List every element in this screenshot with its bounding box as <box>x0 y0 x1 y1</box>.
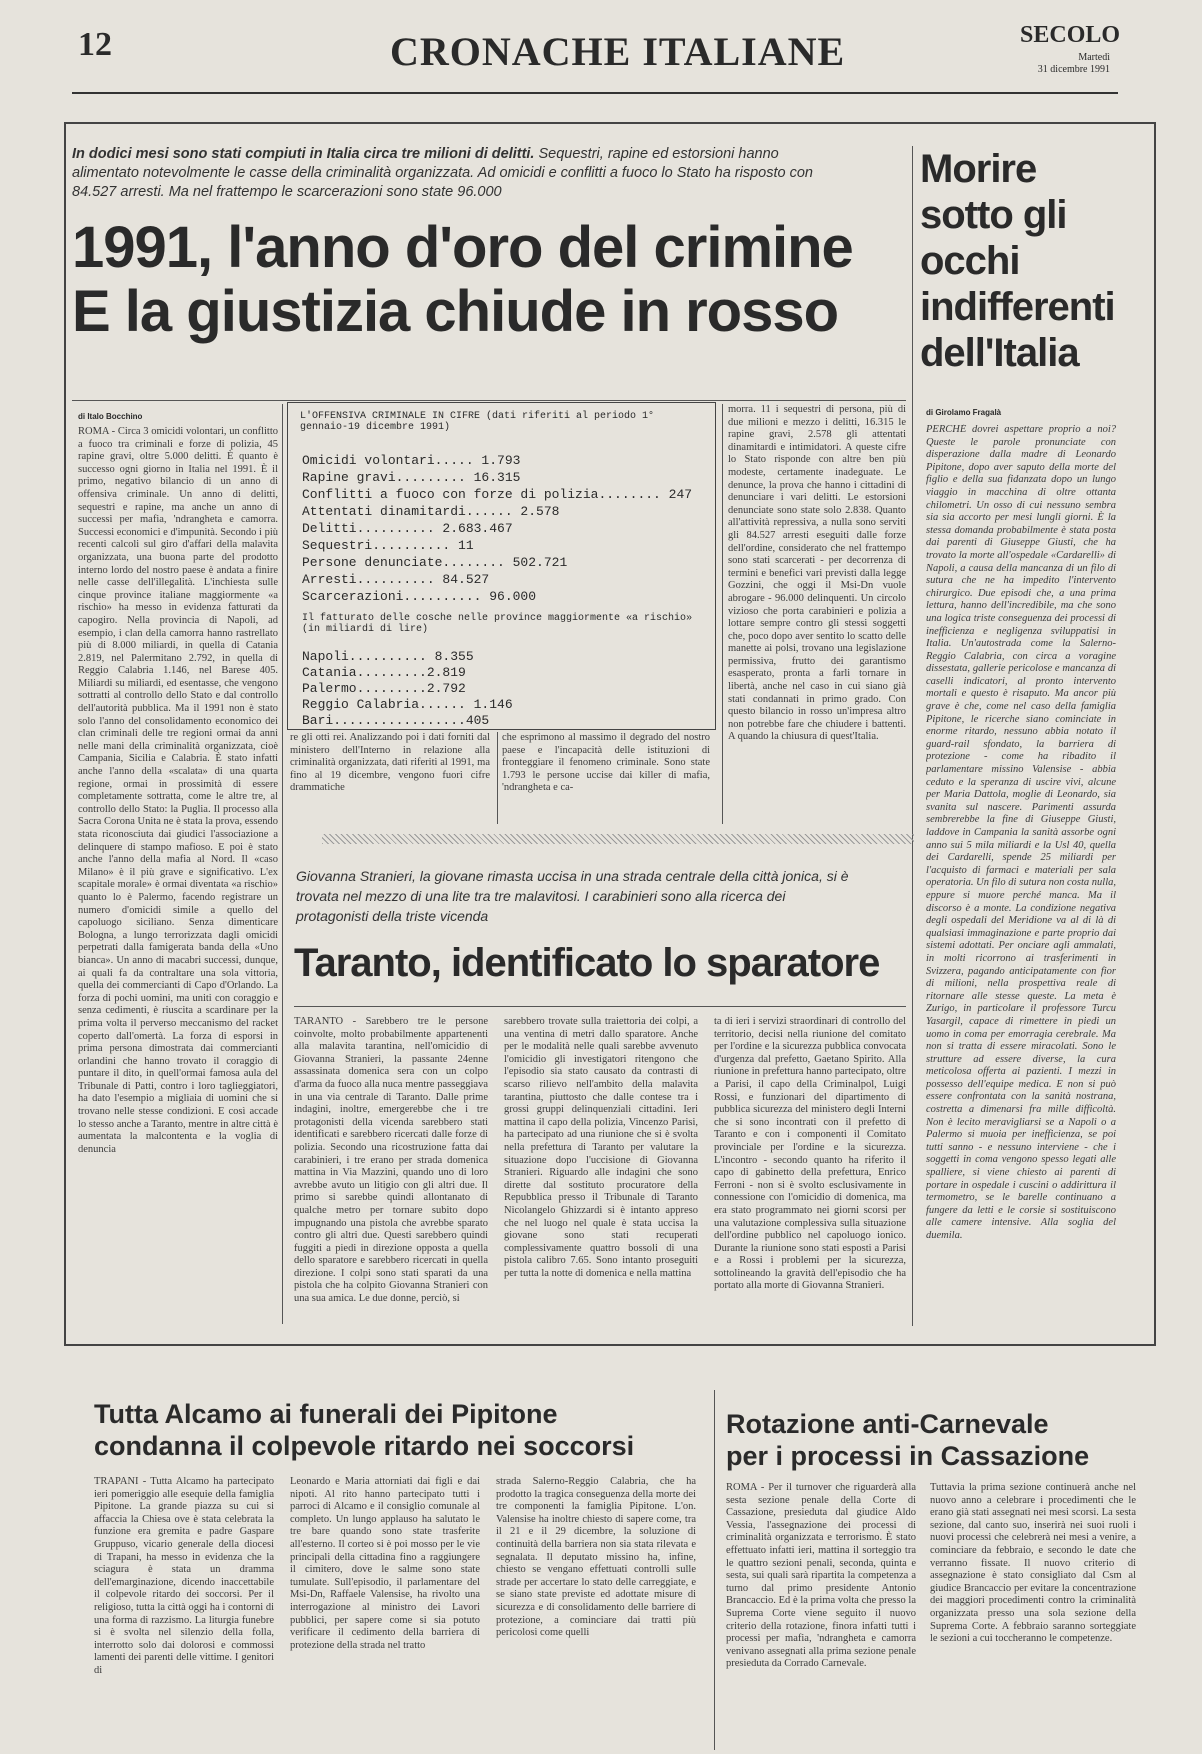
section-title: CRONACHE ITALIANE <box>390 29 846 74</box>
side-column-rule <box>912 146 913 1326</box>
taranto-col-1: TARANTO - Sarebbero tre le persone coinvolte, molto probabilmente appartenenti alla malavita tarantina, nell'omicidio di Giovanna Stranieri, la passante 24enne assassinata domenica sera con un colpo d'arma da fuoco alla nuca mentre passeggiava in una via centrale di Taranto. Dalle prime indagini, inoltre, emergerebbe che i tre protagonisti della vicenda sarebbero stati identificati e sarebbero ricercati dalle forze di polizia. Secondo una ricostruzione fatta dai carabinieri, i tre erano per strada domenica mattina in Via Mazzini, quando uno di loro avrebbe avuto un litigio con gli altri due. Il primo si sarebbe quindi allontanato di qualche metro per tornare subito dopo impugnando una pistola che avrebbe sparato contro gli altri due. Questi sarebbero quindi fuggiti a piedi in direzione opposta a quella dello sparatore e sarebbero ricercati in quella direzione. I colpi sono stati sparati da una pistola che ha colpito Giovanna Stranieri con una sua amica. Le due donne, perciò, si <box>294 1016 488 1305</box>
cassazione-headline <box>726 1408 1146 1472</box>
alcamo-col-1: TRAPANI - Tutta Alcamo ha partecipato ieri pomeriggio alle esequie della famiglia Pipitone. La grande piazza su cui si affaccia la Chiesa ove è stata celebrata la funzione era gremita e padre Gaspare Gruppuso, vicario generale della diocesi di Trapani, ha messo in evidenza che la sciagura è stata un dramma dell'emarginazione, dicendo inaccettabile il colpevole ritardo dei soccorsi. Per il religioso, tutta la città oggi ha i contorni di una forma di razzismo. La liturgia funebre si è svolta nel silenzio della folla, interrotto solo dai dolorosi e commossi lamenti dei parenti delle vittime. I genitori di <box>94 1476 274 1676</box>
taranto-kicker: Giovanna Stranieri, la giovane rimasta uccisa in una strada centrale della città jonica, si è trovata nel mezzo di una lite tra tre malavitosi. I carabinieri sono alla ricerca dei protagonisti della triste vicenda <box>296 868 849 924</box>
stat-line: Scarcerazioni.......... 96.000 <box>302 589 537 604</box>
stat-line: Delitti.......... 2.683.467 <box>302 521 513 536</box>
province-line: Palermo.........2.792 <box>302 681 466 696</box>
cassazione-headline-line2: per i processi in Cassazione <box>726 1441 1090 1471</box>
main-col-4: morra. 11 i sequestri di persona, più di due milioni e mezzo i delitti, 16.315 le rapine gravi, 2.578 gli attentati dinamitardi e intimidatori. A queste cifre lo Stato risponde con altre ben più modeste, certamente inadeguate. Le denunce, la prova che hanno i cittadini di denunciare i vari delitti. Le estorsioni denunciate sono state solo 2.838. Quanto all'attività repressiva, a nulla sono serviti gli 84.527 arresti eseguiti dalle forze dell'ordine, considerato che nel frattempo sono stati scarcerati - per decorrenza di termini e benefici vari previsti dalla legge Gozzini, che oggi il Msi-Dn vuole abrogare - 96.000 delinquenti. Un circolo vizioso che porta carabinieri e polizia a lottare sempre contro gli stessi soggetti che, poco dopo aver sentito lo scatto delle manette ai polsi, trovano una legislazione permissiva, frutto dei garantismo esasperato, pronta a farli tornare in libertà, anche nel caso in cui siano già stati condannati in primo grado. Con questo bilancio in rosso un'impresa altro non potrebbe fare che chiudere i battenti. A quando la chiusura di quest'Italia. <box>728 404 906 743</box>
col-rule-3 <box>722 404 723 824</box>
col-rule-2 <box>497 732 498 824</box>
main-kicker-bold: In dodici mesi sono stati compiuti in Italia circa tre milioni di delitti. <box>72 146 535 162</box>
taranto-col-2: sarebbero trovate sulla traiettoria dei colpi, a una ventina di metri dallo sparatore. Anche per le modalità nelle quali sarebbe avvenuto l'omicidio gli investigatori ritengono che l'episodio sia stato causato da contrasti di scarso rilievo nell'ambito della malavita tarantina, piuttosto che dalle contese tra i grossi gruppi delinquenziali cittadini. Ieri mattina il capo della polizia, Vincenzo Parisi, ha partecipato ad una riunione che si è svolta nella prefettura di Taranto per valutare la situazione dopo l'uccisione di Giovanna Stranieri. Riguardo alle indagini che sono dirette dal sostituto procuratore della Repubblica presso il Tribunale di Taranto Nicolangelo Ghizzardi si è intanto appreso che nel luogo nel quale è stata uccisa la giovane sono stati recuperati complessivamente quattro bossoli di una pistola calibro 7.65. Sono intanto proseguiti per tutta la notte di domenica e nella mattina <box>504 1016 698 1279</box>
date-weekday: Martedì <box>1078 52 1110 63</box>
stat-line: Persone denunciate........ 502.721 <box>302 555 568 570</box>
alcamo-headline-line2: condanna il colpevole ritardo nei soccorsi <box>94 1431 635 1461</box>
alcamo-headline-line1: Tutta Alcamo ai funerali dei Pipitone <box>94 1399 558 1429</box>
main-col-2: re gli otti rei. Analizzando poi i dati forniti dal ministero dell'Interno in relazione alla criminalità organizzata, dati riferiti al 1991, ma fino al 19 dicembre, vengono fuori cifre drammatiche <box>290 732 490 794</box>
main-headline-line1: 1991, l'anno d'oro del crimine <box>72 215 853 280</box>
main-col-1: ROMA - Circa 3 omicidi volontari, un conflitto a fuoco tra criminali e forze di polizia, 45 rapine gravi, oltre 5.000 delitti. È quanto è successo ogni giorno in Italia nel 1991. È il primo, negativo bilancio di un anno di offensiva criminale. Un anno di delitti, sequestri e rapine, ma anche un anno di successi per mafia, 'ndrangheta e camorra. Successi economici e d'impunità. Secondo i più recenti calcoli sul giro d'affari della malavita organizzata, una buona parte del prodotto interno lordo del nostro paese è andata a finire nelle casse dell'illegalità. L'inchiesta sulle cinque province italiane maggiormente «a rischio» ha messo in evidenza fatturati da capogiro. Nella provincia di Napoli, ad esempio, i clan della camorra hanno rastrellato più di 8.000 miliardi, in quella di Catania 2.819, nel Palermitano 2.792, in quella di Reggio Calabria 1.146, nel Barese 405. Miliardi su miliardi, ed esentasse, che vengono sottratti al controllo dello Stato e dal controllo dell'autorità pubblica. Ma il 1991 non è stato solo l'anno del consolidamento economico dei clan criminali delle tre regioni ormai da anni nelle mani della criminalità organizzata, cioè Campania, Sicilia e Calabria. È stato infatti anche l'anno della «scalata» di una quarta regione, ormai in prossimità di essere completamente sottratta, come le altre tre, al controllo dello Stato: la Puglia. Il processo alla Sacra Corona Unita ne è stata la prova, essendo stata riconosciuta dai giudici l'associazione a delinquere di stampo mafioso. E poi è stato anche l'anno della mafia al Nord. Il «caso Milano» è il più grave e significativo. L'ex scapitale morale» è ormai diventata «a rischio» quanto lo è Palermo, facendo registrare un numero d'omicidi simile a quello del capoluogo siciliano. Senza dimenticare Bologna, a lungo terrorizzata dagli omicidi perpetrati dalla famigerata banda della «Uno bianca». Un anno di macabri successi, dunque, ai quali fa da contraltare una sola vittoria, quella dei commercianti di Capo d'Orlando. La forza di pochi uomini, ma uniti con coraggio e senza cedimenti, è riuscita a scardinare per la prima volta il perverso meccanismo del racket coperto dall'omertà. La forza di esporsi in prima persona dimostrata dai commercianti orlandini che hanno trovato il coraggio di puntare il dito, in quell'ormai famosa aula del Tribunale di Patti, contro i loro taglieggiatori, ha dato l'esempio a migliaia di uomini che si trovano nelle stesse condizioni. E così accade lo stesso anche a Taranto, mentre in altre città è aumentata la malcontenta e la voglia di denuncia <box>78 426 278 1155</box>
cassazione-col-1: ROMA - Per il turnover che riguarderà alla sesta sezione penale della Corte di Cassazione, presieduta dal giudice Aldo Vessia, l'assegnazione dei processi di criminalità organizzata e terrorismo. È stato effettuato infatti ieri, mattina il sorteggio tra le quattro sezioni penali, seconda, quinta e sesta, sui quali sarà ripartita la competenza a turno dal primo presidente Antonio Brancaccio. Ed è la prima volta che presso la Suprema Corte viene seguito il nuovo criterio della rotazione, finora infatti tutti i processi per mafia, 'ndrangheta e camorra venivano assegnati alla prima sezione penale presieduta da Corrado Carnevale. <box>726 1482 916 1670</box>
province-line: Reggio Calabria...... 1.146 <box>302 697 513 712</box>
stat-line: Conflitti a fuoco con forze di polizia........ 247 <box>302 487 693 502</box>
alcamo-col-3: strada Salerno-Reggio Calabria, che ha prodotto la tragica conseguenza della morte dei tre componenti la famiglia Pipitone. L'on. Valensise ha inoltre chiesto di sapere come, tra il 21 e il 29 dicembre, la soluzione di continuità della barriera non sia stata rilevata e segnalata. Il deputato missino ha, infine, chiesto se vengano effettuati controlli sulle strade per accertare lo stato delle carreggiate, e se siano state previste ed adottate misure di sicurezza e di consolidamento delle barriere di protezione, a cominciare dai tratti più pericolosi come quelli <box>496 1476 696 1639</box>
province-line: Bari.................405 <box>302 713 490 728</box>
main-headline <box>72 216 902 344</box>
province-line: Napoli.......... 8.355 <box>302 649 474 664</box>
side-body: PERCHÉ dovrei aspettare proprio a noi? Queste le parole pronunciate con disperazione dalla madre di Leonardo Pipitone, dopo aver saputo della morte del figlio e della sua fidanzata dopo un lungo viaggio in macchina di oltre ottanta chilometri. Un osso di cui nessuno sembra sia sia accorto per mesi lungli giorni. È la stessa domanda probabilmente è stata posta dai parenti di Giuseppe Giusti, che ha trovato la morte all'ospedale «Cardarelli» di Napoli, a causa della mancanza di un filo di sutura che ne ha impedito l'intervento chirurgico. Due episodi che, a una prima lettura, hanno dell'incredibile, ma che sono una logica triste conseguenza dei processi di inefficienza e negligenza sviluppatisi in Italia. Un'autostrada come la Salerno-Reggio Calabria, con circa a voragine dissestata, gallerie pericolose e mancanza di caselli indicatori, al pronto intervento mortali e questo è risaputo. Ma ancor più grave è che, come nel caso della famiglia Pipitone, le ricerche siano cominciate in enorme ritardo, nessuno abbia notato il guard-rail sfondato, la barriera di protezione - come ha ribadito il parlamentare missino Valensise - abbia ceduto e la speranza di uscire vivi, alcune per Maria Dattola, moglie di Leonardo, sia svanita sul nascere. Parimenti assurda sembrerebbe la fine di Giuseppe Giusti, laddove in Campania la sanità assorbe ogni anno sui 5 mila miliardi e la Usl 40, quella dei Cardarelli, spende 25 miliardi per l'acquisto di farmaci e materiali per sala operatoria. Un filo di sutura non costa nulla, eppure si muore perché manca. Ma il discorso è a monte. La condizione negativa degli ospedali del Meridione va al di là di qualsiasi immaginazione e parte proprio dai sistemi adottati. Per onciare agli ammalati, in molti ricorrono ai trasferimenti in Svizzera, pagando anticipatamente con fior di milioni, nella prospettiva reale di ritornare alle stesse queste. La meta è Zurigo, in particolare il professore Turcu Yasargil, capace di rimettere in piedi un uomo in coma per emorragia cerebrale. Ma non si tratta di essere miracolati. Sono le strutture ad essere diverse, la cura meticolosa offerta ai pazienti. I mezzi in possesso dell'equipe medica. E non si può essere confrontata con la sanità nostrana, costretta a dimenarsi fra mille difficoltà. Non è lecito meravigliarsi se a Napoli o a Palermo si muoia per inefficienza, se poi tutti sanno - e nessuno interviene - che i soggetti in coma vengono spesso legati alle spalliere, si viene chiesto ai parenti di portare in ospedale i cuscini o addirittura il termometro, se le barelle continuano a fungere da letti e le corsie si sostituiscono alle camere intensive. Alla soglia del duemila. <box>926 424 1116 1241</box>
col-rule-1 <box>282 404 283 1324</box>
decorative-hatch <box>322 834 914 844</box>
alcamo-headline <box>94 1398 704 1462</box>
stats-note: Il fatturato delle cosche nelle province maggiormente «a rischio» (in miliardi di lire) <box>302 613 693 635</box>
alcamo-col-2: Leonardo e Maria attorniati dai figli e dai nipoti. Al rito hanno partecipato tutti i parroci di Alcamo e il consiglio comunale al completo. Un lungo applauso ha salutato le tre bare quando sono state trasferite all'esterno. Il corteo si è poi mosso per le vie principali della cittadina fino a raggiungere il cimitero, dove le salme sono state tumulate. Sull'episodio, il parlamentare del Msi-Dn, Raffaele Valensise, ha rivolto una interrogazione al ministro dei Lavori pubblici, per sapere come si sia potuto verificare il cedimento della barriera di protezione della strada nel tratto <box>290 1476 480 1651</box>
stat-line: Attentati dinamitardi...... 2.578 <box>302 504 560 519</box>
page-number: 12 <box>78 26 112 63</box>
stats-box <box>287 402 716 730</box>
stats-title: L'OFFENSIVA CRIMINALE IN CIFRE (dati riferiti al periodo 1° gennaio-19 dicembre 1991) <box>300 411 655 433</box>
bottom-divider <box>714 1390 715 1750</box>
cassazione-col-2: Tuttavia la prima sezione continuerà anche nel nuovo anno a celebrare i procedimenti che le erano già stati assegnati nei mesi scorsi. La sesta sezione, dal canto suo, inserirà nei suoi ruoli i nuovi processi che celebrerà nei mesi a venire, a cominciare da febbraio, e secondo le date che verranno fissate. Il nuovo criterio di assegnazione è stato consigliato dal Csm al giudice Brancaccio per evitare la concentrazione dei maggiori procedimenti contro la criminalità organizzata presso una sola sezione della Suprema Corte. A febbraio saranno sorteggiate le sezioni a cui toccheranno le competenze. <box>930 1482 1136 1645</box>
side-byline: di Girolamo Fragalà <box>926 408 1002 417</box>
side-headline: Morire sotto gli occhi indifferenti dell'Italia <box>920 147 1115 375</box>
main-body-rule <box>72 400 906 401</box>
issue-date <box>1000 52 1110 76</box>
main-byline: di Italo Bocchino <box>78 412 143 421</box>
header-rule <box>72 92 1118 94</box>
stat-line: Omicidi volontari..... 1.793 <box>302 453 521 468</box>
stat-line: Arresti.......... 84.527 <box>302 572 490 587</box>
main-kicker <box>72 145 832 202</box>
main-kicker-rest: Sequestri, rapine ed estorsioni hanno alimentato notevolmente le casse della criminalità organizzata. Ad omicidi e conflitti a fuoco lo Stato ha risposto con 84.527 arresti. Ma nel frattempo le scarcerazioni sono state 96.000 <box>72 146 813 200</box>
cassazione-headline-line1: Rotazione anti-Carnevale <box>726 1409 1049 1439</box>
taranto-rule <box>294 1006 906 1007</box>
main-col-3: che esprimono al massimo il degrado del nostro paese e l'incapacità delle istituzioni di fronteggiare il fenomeno criminale. Sono state 1.793 le persone uccise dai killer di mafia, 'ndrangheta e ca- <box>502 732 710 794</box>
stat-line: Rapine gravi......... 16.315 <box>302 470 521 485</box>
main-headline-line2: E la giustizia chiude in rosso <box>72 279 839 344</box>
date-full: 31 dicembre 1991 <box>1037 64 1110 75</box>
newspaper-logo: SECOLO <box>1020 22 1121 48</box>
taranto-headline: Taranto, identificato lo sparatore <box>294 941 880 985</box>
taranto-col-3: ta di ieri i servizi straordinari di controllo del territorio, decisi nella riunione del comitato per l'ordine e la sicurezza pubblica convocata d'urgenza dal prefetto, Gaetano Spirito. Alla riunione in prefettura hanno partecipato, oltre a Parisi, il capo della Criminalpol, Luigi Rossi, e funzionari del dipartimento di pubblica sicurezza del ministero degli Interni che si sono incontrati con il prefetto di Taranto e con i componenti il Comitato provinciale per l'ordine e la sicurezza. L'incontro - secondo quanto ha riferito il capo di gabinetto della prefettura, Enrico Ferroni - non si è svolto esclusivamente in connessione con l'omicidio di domenica, ma era stato programmato nei giorni scorsi per una valutazione complessiva sulla situazione dell'ordine pubblico nel capoluogo ionico. Durante la riunione sono stati esposti a Parisi e a Rossi i problemi per la sicurezza, sottolineando la gravità dell'episodio che ha portato alla morte di Giovanna Stranieri. <box>714 1016 906 1292</box>
province-line: Catania.........2.819 <box>302 665 466 680</box>
stat-line: Sequestri.......... 11 <box>302 538 474 553</box>
